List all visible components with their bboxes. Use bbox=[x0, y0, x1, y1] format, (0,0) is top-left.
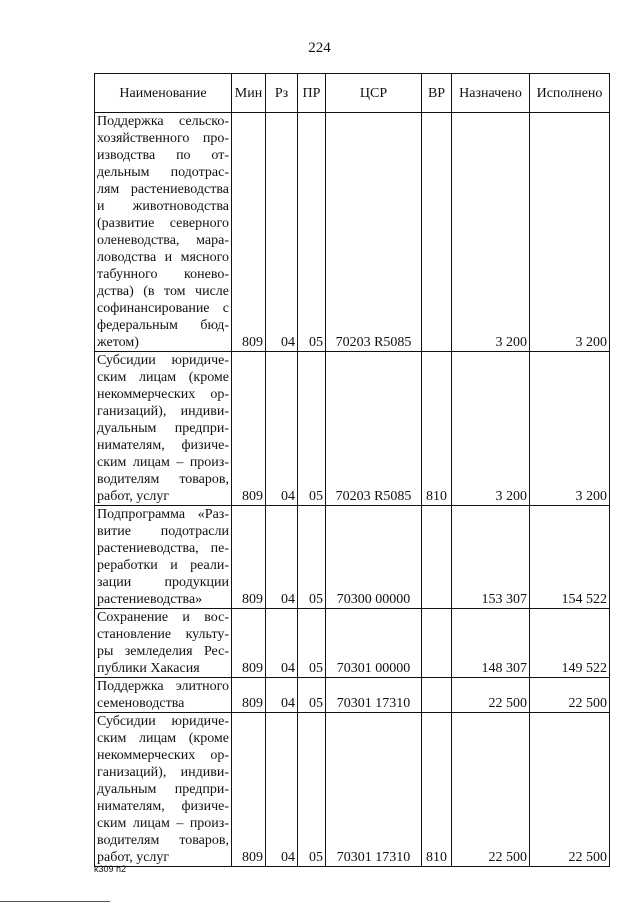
row-vr bbox=[422, 506, 452, 609]
row-name: Сохранение и вос-становление культу-ры земледелия Рес-публики Хакасия bbox=[95, 609, 232, 678]
row-vr: 810 bbox=[422, 713, 452, 867]
row-name: Поддержка элитного семеноводства bbox=[95, 678, 232, 713]
row-min: 809 bbox=[232, 352, 266, 506]
footer-code: k309 h2 bbox=[94, 864, 127, 874]
header-min: Мин bbox=[232, 74, 266, 113]
header-vr: ВР bbox=[422, 74, 452, 113]
row-pr: 05 bbox=[298, 609, 326, 678]
row-assigned: 22 500 bbox=[452, 678, 530, 713]
row-name: Поддержка сельско-хозяйственного про-изводства по от-дельным подотрас-лям растениеводства и животноводства (развитие северного оленеводства, мара-ловодства и мясного табунного конево-дства) (в том числе софинансирование с федеральным бюд-жетом) bbox=[95, 113, 232, 352]
footer-divider bbox=[0, 901, 110, 902]
budget-table bbox=[94, 73, 610, 867]
row-assigned: 22 500 bbox=[452, 713, 530, 867]
row-rz: 04 bbox=[266, 506, 298, 609]
row-name: Подпрограмма «Раз-витие подотрасли растениеводства, пе-реработки и реали-зации продукции растениеводства» bbox=[95, 506, 232, 609]
table-row bbox=[95, 352, 610, 506]
row-csr: 70301 17310 bbox=[326, 713, 422, 867]
table-row bbox=[95, 713, 610, 867]
row-csr: 70301 17310 bbox=[326, 678, 422, 713]
row-pr: 05 bbox=[298, 713, 326, 867]
row-min: 809 bbox=[232, 678, 266, 713]
row-name: Субсидии юридиче-ским лицам (кроме некоммерческих ор-ганизаций), индиви-дуальным предпри-нимателям, физиче-ским лицам – произ-водителям товаров, работ, услуг bbox=[95, 352, 232, 506]
row-min: 809 bbox=[232, 713, 266, 867]
row-csr: 70301 00000 bbox=[326, 609, 422, 678]
row-min: 809 bbox=[232, 609, 266, 678]
row-assigned: 148 307 bbox=[452, 609, 530, 678]
row-rz: 04 bbox=[266, 609, 298, 678]
row-rz: 04 bbox=[266, 113, 298, 352]
page-number: 224 bbox=[308, 40, 331, 56]
header-pr: ПР bbox=[298, 74, 326, 113]
row-vr bbox=[422, 113, 452, 352]
row-pr: 05 bbox=[298, 113, 326, 352]
table-row bbox=[95, 678, 610, 713]
table-header-row bbox=[95, 74, 610, 113]
row-executed: 22 500 bbox=[530, 678, 610, 713]
row-assigned: 153 307 bbox=[452, 506, 530, 609]
row-executed: 22 500 bbox=[530, 713, 610, 867]
row-executed: 149 522 bbox=[530, 609, 610, 678]
row-rz: 04 bbox=[266, 678, 298, 713]
row-rz: 04 bbox=[266, 713, 298, 867]
header-assigned: Назначено bbox=[452, 74, 530, 113]
row-min: 809 bbox=[232, 113, 266, 352]
header-name: Наименование bbox=[95, 74, 232, 113]
row-vr bbox=[422, 609, 452, 678]
row-vr bbox=[422, 678, 452, 713]
row-min: 809 bbox=[232, 506, 266, 609]
row-assigned: 3 200 bbox=[452, 352, 530, 506]
row-vr: 810 bbox=[422, 352, 452, 506]
row-executed: 154 522 bbox=[530, 506, 610, 609]
row-executed: 3 200 bbox=[530, 352, 610, 506]
row-executed: 3 200 bbox=[530, 113, 610, 352]
row-rz: 04 bbox=[266, 352, 298, 506]
row-name: Субсидии юридиче-ским лицам (кроме некоммерческих ор-ганизаций), индиви-дуальным предпри-нимателям, физиче-ским лицам – произ-водителям товаров, работ, услуг bbox=[95, 713, 232, 867]
row-csr: 70300 00000 bbox=[326, 506, 422, 609]
row-csr: 70203 R5085 bbox=[326, 352, 422, 506]
header-executed: Исполнено bbox=[530, 74, 610, 113]
table-row bbox=[95, 113, 610, 352]
row-assigned: 3 200 bbox=[452, 113, 530, 352]
table-row bbox=[95, 506, 610, 609]
table-row bbox=[95, 609, 610, 678]
header-rz: Рз bbox=[266, 74, 298, 113]
row-pr: 05 bbox=[298, 352, 326, 506]
row-pr: 05 bbox=[298, 506, 326, 609]
row-csr: 70203 R5085 bbox=[326, 113, 422, 352]
header-csr: ЦСР bbox=[326, 74, 422, 113]
row-pr: 05 bbox=[298, 678, 326, 713]
